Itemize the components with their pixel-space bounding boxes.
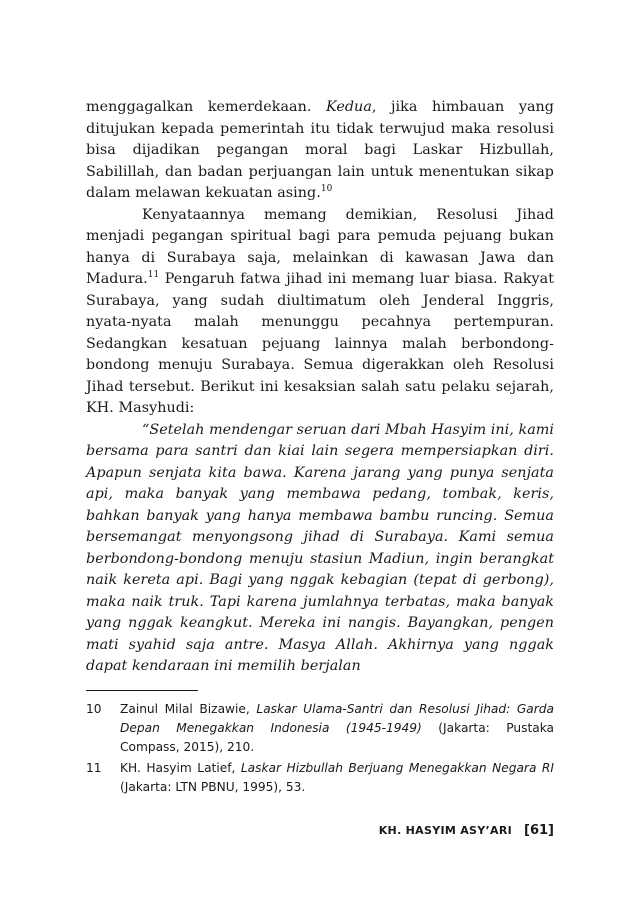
footnote-10 bbox=[86, 700, 554, 757]
footnote-11 bbox=[86, 759, 554, 797]
text-run: KH. Hasyim Latief, bbox=[120, 761, 241, 775]
footnote-number: 11 bbox=[86, 761, 102, 775]
paragraph-1 bbox=[86, 97, 554, 205]
italic-text: Kedua bbox=[326, 99, 372, 115]
main-text bbox=[86, 97, 554, 678]
text-run: Pengaruh fatwa jihad ini memang luar biasa. Rakyat Surabaya, yang sudah diultimatum oleh Jenderal Inggris, nyata-nyata malah menunggu pecahnya pertempuran. Sedangkan kesatuan pejuang lainnya malah berbondong-bondong menuju Surabaya. Semua digerakkan oleh Resolusi Jihad tersebut. Berikut ini kesaksian salah satu pelaku sejarah, KH. Masyhudi: bbox=[86, 271, 554, 416]
text-run: (Jakarta: Pustaka Compass, 2015), 210. bbox=[120, 721, 555, 754]
page-number: [61] bbox=[524, 823, 554, 838]
page-footer bbox=[300, 823, 554, 838]
quotation-paragraph: “Setelah mendengar seruan dari Mbah Hasyim ini, kami bersama para santri dan kiai lain segera mempersiapkan diri. Apapun senjata kita bawa. Karena jarang yang punya senjata api, maka banyak yang membawa pedang, tombak, keris, bahkan banyak yang hanya membawa bambu runcing. Semua bersemangat menyongsong jihad di Surabaya. Kami semua berbondong-bondong menuju stasiun Madiun, ingin berangkat naik kereta api. Bagi yang nggak kebagian (tepat di gerbong), maka naik truk. Tapi karena jumlahnya terbatas, maka banyak yang nggak keangkut. Mereka ini nangis. Bayangkan, pengen mati syahid saja antre. Masya Allah. Akhirnya yang nggak dapat kendaraan ini memilih berjalan bbox=[86, 421, 554, 674]
text-run: Kenyataannya memang demikian, Resolusi Jihad menjadi pegangan spiritual bagi para pemuda pejuang bukan hanya di Surabaya saja, melainkan di kawasan Jawa dan Madura. bbox=[86, 206, 554, 287]
footnote-divider bbox=[86, 690, 198, 691]
italic-text: Laskar Ulama-Santri dan Resolusi Jihad: Garda Depan Menegakkan Indonesia (1945-1949) bbox=[120, 702, 554, 735]
paragraph-2 bbox=[86, 205, 554, 420]
footnote-text bbox=[120, 700, 554, 757]
text-run: menggagalkan kemerdekaan. bbox=[86, 99, 326, 115]
footnote-text bbox=[120, 759, 554, 797]
text-run: (Jakarta: LTN PBNU, 1995), 53. bbox=[120, 780, 306, 794]
text-run: , jika himbauan yang ditujukan kepada pemerintah itu tidak terwujud maka resolusi bisa dijadikan pegangan moral bagi Laskar Hizbullah, Sabilillah, dan badan perjuangan lain untuk menentukan sikap dalam melawan kekuatan asing. bbox=[86, 99, 554, 201]
footnote-ref: 11 bbox=[147, 270, 160, 281]
text-run: Zainul Milal Bizawie, bbox=[120, 702, 257, 716]
italic-text: Laskar Hizbullah Berjuang Menegakkan Negara RI bbox=[240, 761, 554, 775]
footnote-number: 10 bbox=[86, 702, 102, 716]
footnotes bbox=[86, 700, 554, 799]
running-title: KH. HASYIM ASY’ARI bbox=[378, 824, 513, 837]
footnote-ref: 10 bbox=[320, 184, 333, 195]
